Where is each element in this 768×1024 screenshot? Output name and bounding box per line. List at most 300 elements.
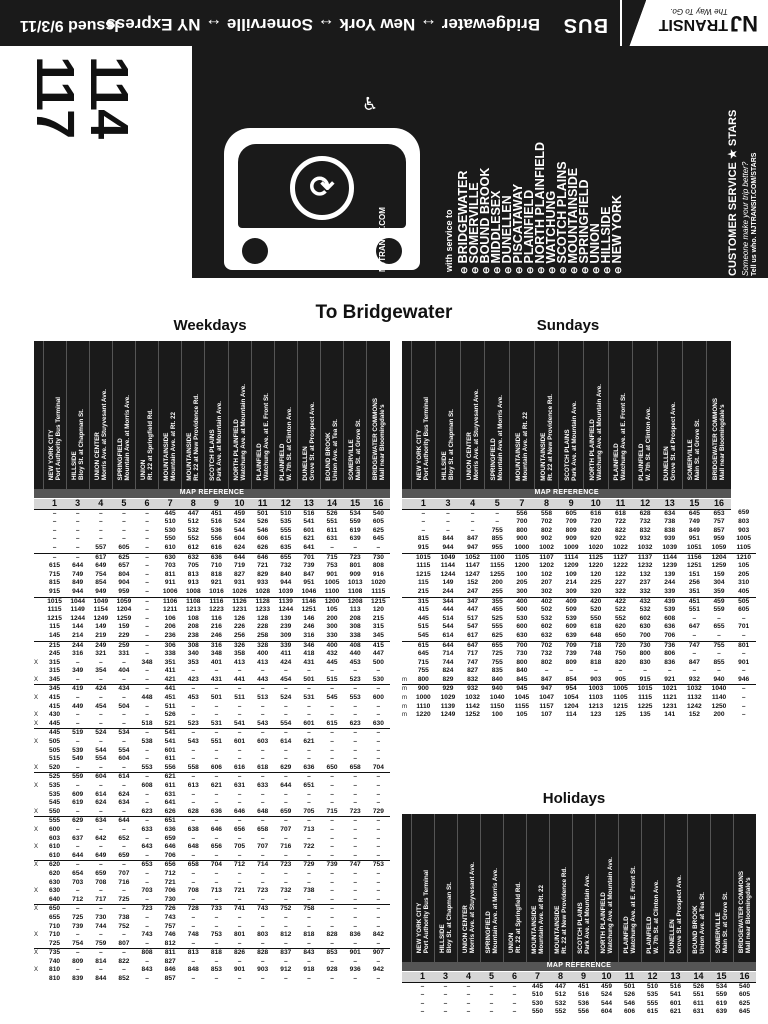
trip-time: 510 <box>646 982 658 990</box>
map-reference-row <box>402 489 756 498</box>
map-ref-number: 5 <box>480 971 503 982</box>
trip-time: 229 <box>112 632 135 641</box>
trip-time: 716 <box>280 843 292 851</box>
trip-row <box>34 975 390 984</box>
timepoint-label <box>462 857 476 958</box>
timepoint-place: MOUNTAINSIDE <box>163 432 171 481</box>
timepoint-header <box>682 341 707 489</box>
trip-time: – <box>353 922 358 930</box>
trip-time: – <box>283 667 288 675</box>
trip-time: 651 <box>164 817 176 825</box>
trip-time: 1020 <box>583 544 608 553</box>
trip-note-flag <box>402 544 411 553</box>
trip-time: – <box>251 940 274 949</box>
trip-time: 811 <box>164 949 176 957</box>
trip-row <box>34 879 390 888</box>
trip-note-flag <box>34 835 43 844</box>
trip-time: 1232 <box>637 562 653 570</box>
trip-time: 332 <box>633 588 658 597</box>
trip-time: 743 <box>164 913 176 921</box>
trip-note-flag <box>402 650 411 659</box>
trip-time: 716 <box>118 878 130 886</box>
trip-time: – <box>353 843 358 851</box>
trip-time: – <box>376 782 381 789</box>
trip-time: 625 <box>485 632 510 641</box>
trip-time: 149 <box>95 623 107 631</box>
timepoint-label <box>540 389 554 486</box>
trip-time: 846 <box>164 966 176 974</box>
trip-time: 524 <box>95 729 107 737</box>
trip-time: – <box>260 922 265 930</box>
trip-time: 857 <box>713 526 725 534</box>
trip-time: 903 <box>738 526 750 534</box>
trip-time: 634 <box>664 509 676 517</box>
trip-time: 900 <box>516 535 528 543</box>
trip-time: 300 <box>510 588 535 597</box>
stop-bullet-icon: ⊖ <box>580 266 590 274</box>
stop-name: WATCHUNG <box>544 190 558 264</box>
timepoint-header <box>608 341 633 489</box>
trip-time: 339 <box>280 641 292 649</box>
trip-time: 532 <box>639 606 651 614</box>
trip-time: 451 <box>164 694 176 702</box>
trip-note-flag <box>34 791 43 800</box>
trip-time: 646 <box>228 808 251 817</box>
trip-time: – <box>489 982 494 990</box>
trip-time: – <box>692 667 697 675</box>
trip-note-flag <box>34 597 43 606</box>
trip-time: 818 <box>210 949 222 957</box>
trip-time: 402 <box>541 597 553 605</box>
trip-time: 630 <box>367 720 390 729</box>
trip-time: 715 <box>326 553 338 561</box>
timepoint-place: SOMERVILLE <box>714 912 722 954</box>
trip-time: – <box>376 913 381 921</box>
trip-time: 707 <box>257 843 269 851</box>
trip-note-flag <box>34 685 43 694</box>
timepoint-detail: Mall near Bloomingdale's <box>744 877 752 954</box>
trip-time: 419 <box>72 685 84 693</box>
trip-row <box>34 870 390 879</box>
trip-time: 151 <box>688 570 700 578</box>
trip-time: – <box>307 685 311 693</box>
trip-time: 632 <box>534 632 559 641</box>
trip-time: 409 <box>565 597 577 605</box>
trip-time: 1028 <box>251 588 274 597</box>
trip-time: 625 <box>372 526 384 534</box>
trip-time: 659 <box>95 869 107 877</box>
map-ref-number: 4 <box>89 498 112 509</box>
trip-time: – <box>191 834 196 842</box>
timepoint-place: HILLSIDE <box>440 451 448 481</box>
trip-time: 951 <box>303 579 315 587</box>
trip-time: – <box>376 738 381 746</box>
trip-note-flag <box>402 991 411 1000</box>
timepoint-place: DUNELLEN <box>662 446 670 481</box>
trip-time: 703 <box>141 887 153 895</box>
trip-time: 1210 <box>736 553 751 561</box>
trip-time: 536 <box>577 999 589 1007</box>
holidays-timetable <box>402 814 756 1017</box>
trip-time: – <box>283 702 288 710</box>
trip-time: 915 <box>633 676 658 685</box>
trip-time: 1026 <box>228 588 251 597</box>
trip-time: – <box>75 518 80 526</box>
timepoint-label <box>738 866 752 958</box>
trip-note-flag: X <box>34 712 39 719</box>
trip-time: 845 <box>510 676 535 685</box>
trip-time: – <box>330 773 334 781</box>
trip-time: 1215 <box>371 597 386 605</box>
trip-time: 855 <box>491 535 503 543</box>
map-ref-number: 6 <box>136 498 159 509</box>
trip-time: 1251 <box>301 606 317 614</box>
trip-time: 610 <box>49 843 61 851</box>
trip-row <box>402 632 756 641</box>
trip-time: 1211 <box>163 606 178 614</box>
trip-time: 625 <box>118 553 130 561</box>
trip-row <box>402 982 756 991</box>
trip-time: – <box>136 940 159 949</box>
trip-time: – <box>228 852 251 861</box>
trip-time: 1115 <box>367 588 390 597</box>
trip-time: 720 <box>590 518 602 526</box>
trip-time: 316 <box>72 650 84 658</box>
trip-row <box>402 667 756 676</box>
trip-time: 353 <box>187 658 199 666</box>
trip-time: – <box>353 887 358 895</box>
map-ref-number: 3 <box>434 971 457 982</box>
trip-time: 535 <box>49 782 61 789</box>
trip-time: – <box>307 834 311 842</box>
timepoint-label <box>94 384 108 485</box>
timepoint-place: SOMERVILLE <box>687 439 695 481</box>
trip-time: – <box>191 957 196 965</box>
trip-time: – <box>446 518 450 526</box>
trip-time: 631 <box>164 790 176 798</box>
trip-time: 1106 <box>163 597 178 605</box>
trip-time: 1200 <box>324 597 340 605</box>
stop-name: NORTH PLAINFIELD <box>533 141 547 264</box>
trip-time: 827 <box>164 957 176 965</box>
trip-time: 105 <box>738 562 750 570</box>
trip-time: 620 <box>614 623 626 631</box>
trip-time: – <box>297 896 320 905</box>
trip-time: 602 <box>541 623 553 631</box>
trip-time: 812 <box>280 931 292 939</box>
trip-time: 440 <box>349 650 361 658</box>
timepoint-label <box>589 379 603 485</box>
trip-time: 733 <box>210 905 222 913</box>
trip-time: 601 <box>297 720 320 729</box>
trip-time: 959 <box>713 535 725 543</box>
trip-time: 256 <box>688 579 700 587</box>
timepoint-label <box>669 870 683 959</box>
trip-time: – <box>191 773 196 781</box>
trip-time: 541 <box>669 991 681 999</box>
trip-note-flag: X <box>34 695 39 702</box>
trip-time: – <box>122 966 126 974</box>
trip-time: 551 <box>688 606 700 614</box>
trip-row <box>34 720 390 729</box>
trip-time: – <box>297 940 320 949</box>
trip-time: 922 <box>614 535 626 543</box>
trip-time: 546 <box>623 999 635 1007</box>
trip-time: 624 <box>95 799 107 807</box>
trip-time: 149 <box>442 579 454 587</box>
trip-time: 408 <box>349 641 361 649</box>
trip-time: 601 <box>164 746 176 754</box>
trip-time: – <box>470 518 475 526</box>
stop-name: BRIDGEWATER <box>456 170 470 264</box>
timepoint-detail: W. 7th St. at Clinton Ave. <box>285 406 293 481</box>
timepoint-detail: Rt. 22 at Springfield Rd. <box>147 409 155 481</box>
trip-time: 1115 <box>638 694 653 702</box>
trip-time: 1100 <box>321 588 344 597</box>
trip-time: 801 <box>349 562 361 570</box>
trip-row <box>34 861 390 870</box>
trip-time: 753 <box>372 861 384 869</box>
trip-note-flag: m <box>402 686 407 693</box>
trip-time: 511 <box>164 702 176 710</box>
trip-time: – <box>512 999 517 1007</box>
trip-time: 413 <box>234 658 246 666</box>
trip-time: 739 <box>303 562 315 570</box>
trip-time: – <box>136 632 159 641</box>
trip-time: 114 <box>565 711 577 719</box>
trip-time: 1156 <box>687 553 702 561</box>
trip-time: 649 <box>95 562 107 570</box>
trip-time: – <box>136 852 159 861</box>
trip-time: – <box>353 817 358 825</box>
timepoint-label <box>687 414 701 485</box>
trip-note-flag: X <box>34 967 39 974</box>
timepoint-label <box>531 880 545 959</box>
trip-time: – <box>376 905 381 913</box>
route-number: 114 <box>79 56 139 138</box>
trip-time: 933 <box>257 579 269 587</box>
trip-note-flag <box>402 518 411 527</box>
trip-time: 812 <box>159 940 182 949</box>
trip-time: – <box>307 975 311 983</box>
trip-time: 944 <box>280 579 292 587</box>
trip-time: 626 <box>251 544 274 553</box>
trip-time: 636 <box>210 553 222 561</box>
timepoint-label <box>712 393 726 485</box>
trip-row <box>34 659 390 668</box>
trip-note-flag <box>402 615 411 624</box>
trip-time: – <box>145 562 149 570</box>
trip-time: 500 <box>372 658 384 666</box>
trip-row <box>34 509 390 518</box>
trip-time: – <box>145 579 149 587</box>
trip-time: 208 <box>349 614 361 622</box>
timepoint-detail: Mountain Ave. at Rt. 22 <box>521 411 529 481</box>
trip-time: 619 <box>349 526 361 534</box>
trip-time: 447 <box>554 982 566 990</box>
trip-time: 717 <box>467 650 479 658</box>
timepoint-detail: Bloy St. at Chapman St. <box>445 882 453 954</box>
trip-time: 701 <box>303 553 315 561</box>
map-ref-number: 4 <box>460 498 485 509</box>
trip-time: 348 <box>210 650 222 658</box>
logo-initials: NJ <box>729 11 758 36</box>
trip-time: 659 <box>112 852 135 861</box>
timepoint-label <box>302 397 316 486</box>
trip-time: 803 <box>738 518 750 526</box>
trip-time: – <box>237 667 242 675</box>
trip-time: – <box>283 913 288 921</box>
trip-time: 455 <box>491 606 503 614</box>
trip-time: 818 <box>303 931 315 939</box>
trip-time: 614 <box>118 773 130 781</box>
trip-row <box>34 940 390 949</box>
trip-time: 517 <box>467 614 479 622</box>
trip-time: – <box>707 632 732 641</box>
direction-title: To Bridgewater <box>315 302 453 323</box>
timepoint-detail: Rt. 22 at New Providence Rd. <box>560 866 568 954</box>
trip-time: – <box>66 764 89 773</box>
trip-time: 516 <box>669 982 681 990</box>
trip-time: – <box>98 966 103 974</box>
trip-row <box>402 615 756 624</box>
trip-time: 300 <box>326 623 338 631</box>
trip-time: – <box>237 922 242 930</box>
trip-time: – <box>470 526 475 534</box>
trip-time: – <box>353 773 358 781</box>
trip-row <box>34 923 390 932</box>
trip-time: – <box>237 729 242 737</box>
trip-time: 617 <box>95 553 107 561</box>
trip-time: 645 <box>372 535 384 543</box>
timepoint-place: UNION CENTER <box>465 432 473 481</box>
trip-time: – <box>43 544 66 553</box>
trip-time: 541 <box>303 518 315 526</box>
trip-time: – <box>353 782 358 789</box>
trip-time: – <box>330 738 334 746</box>
trip-time: 308 <box>187 641 199 649</box>
stop-bullet-icon: ⊖ <box>591 266 601 274</box>
trip-row <box>34 887 390 896</box>
trip-time: 1125 <box>588 553 603 561</box>
header-band-rotated <box>0 0 768 46</box>
timepoint-place: DUNELLEN <box>668 919 676 954</box>
trip-row <box>34 896 390 905</box>
trip-time: 655 <box>49 913 61 921</box>
trip-time: 655 <box>280 553 292 561</box>
timepoint-header <box>89 341 112 489</box>
trip-time: – <box>283 878 288 886</box>
trip-time: – <box>205 852 228 861</box>
trip-time: 523 <box>344 676 367 685</box>
trip-time: 836 <box>664 658 676 666</box>
trip-time: 515 <box>321 676 344 685</box>
trip-time: 504 <box>118 702 130 710</box>
trip-note-flag <box>402 659 411 668</box>
trip-row <box>34 966 390 975</box>
trip-time: – <box>353 667 358 675</box>
trip-time: – <box>122 861 126 869</box>
column-header-row <box>402 341 756 489</box>
bus-wheel-icon <box>242 238 268 264</box>
trip-time: – <box>145 957 149 965</box>
trip-time: – <box>283 922 288 930</box>
trip-time: – <box>145 922 149 930</box>
trip-time: – <box>75 843 80 851</box>
trip-time: 535 <box>49 790 61 798</box>
trip-time: 801 <box>738 641 750 649</box>
stop-bullet-icon: ⊖ <box>470 266 480 274</box>
trip-time: – <box>214 869 219 877</box>
trip-time: 715 <box>417 658 429 666</box>
trip-time: 520 <box>590 606 602 614</box>
timepoint-label <box>600 852 614 958</box>
trip-time: – <box>344 852 367 861</box>
trip-note-flag <box>34 562 43 571</box>
trip-time: 615 <box>417 641 429 649</box>
trip-note-flag <box>34 923 43 932</box>
trip-time: – <box>191 729 196 737</box>
trip-time: 1147 <box>465 562 480 570</box>
trip-time: 644 <box>280 782 292 789</box>
trip-time: – <box>260 913 265 921</box>
stop-list <box>456 94 624 274</box>
trip-time: 636 <box>297 764 320 773</box>
trip-time: 445 <box>417 614 429 622</box>
map-ref-number: 13 <box>664 971 687 982</box>
timepoint-place: DUNELLEN <box>301 446 309 481</box>
trip-time: – <box>353 869 358 877</box>
trip-time: 1231 <box>232 606 247 614</box>
trip-time: – <box>307 790 311 798</box>
trip-time: – <box>214 790 219 798</box>
timepoint-place: PLAINFIELD <box>638 443 646 481</box>
trip-time: – <box>307 869 311 877</box>
trip-time: 556 <box>516 509 528 517</box>
trip-time: 431 <box>303 658 315 666</box>
trip-note-flag: X <box>34 659 39 666</box>
timepoint-header <box>43 341 66 489</box>
trip-time: 740 <box>49 957 61 965</box>
trip-time: 832 <box>460 676 485 685</box>
trip-time: 725 <box>491 650 503 658</box>
trip-time: – <box>145 685 149 693</box>
trip-time: – <box>489 999 494 1007</box>
trip-time: 801 <box>234 931 246 939</box>
trip-time: 541 <box>228 720 251 729</box>
stars-title: CUSTOMER SERVICE ★ STARS <box>727 109 739 276</box>
trip-time: 1054 <box>563 694 579 702</box>
trip-time: – <box>307 922 311 930</box>
trip-time: – <box>182 896 205 905</box>
trip-time: 901 <box>349 949 361 957</box>
timepoint-label <box>209 396 223 486</box>
trip-row <box>34 703 390 712</box>
trip-time: – <box>283 729 288 737</box>
trip-time: 1223 <box>209 606 224 614</box>
trip-time: 748 <box>590 650 602 658</box>
trip-time: 606 <box>623 1008 635 1016</box>
trip-time: 316 <box>297 632 320 641</box>
trip-time: 1032 <box>465 694 480 702</box>
timepoint-label <box>515 407 529 486</box>
trip-time: 1215 <box>47 614 62 622</box>
trip-note-flag <box>402 588 411 597</box>
trip-time: 1142 <box>465 702 480 710</box>
trip-time: 244 <box>72 641 84 649</box>
trip-time: 701 <box>738 623 750 631</box>
trip-time: – <box>75 711 80 719</box>
